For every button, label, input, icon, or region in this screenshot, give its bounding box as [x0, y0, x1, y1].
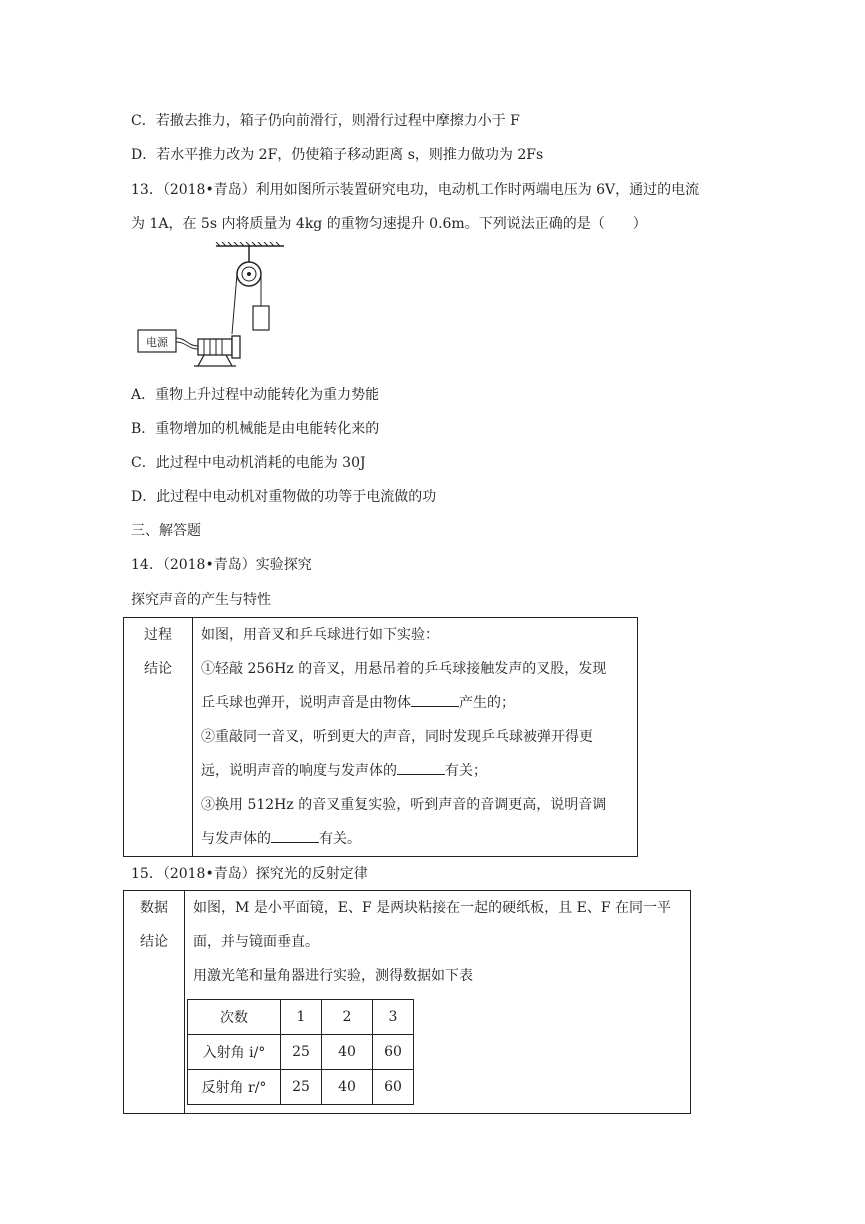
table-cell: 40: [322, 1070, 373, 1105]
option-d-prev: D．若水平推力改为 2F，仍使箱子移动距离 s，则推力做功为 2Fs: [131, 147, 544, 163]
question-14-table: [123, 617, 638, 857]
label-process: 过程: [144, 627, 172, 643]
table-cell: 2: [322, 1000, 373, 1035]
table-cell: 入射角 i/°: [188, 1035, 281, 1070]
content-line: 用激光笔和量角器进行实验，测得数据如下表: [193, 968, 473, 984]
option-c-prev: C．若撤去推力，箱子仍向前滑行，则滑行过程中摩擦力小于 F: [131, 113, 520, 129]
content-line: 如图，M 是小平面镜，E、F 是两块粘接在一起的硬纸板，且 E、F 在同一平: [193, 900, 672, 916]
content-line: 面，并与镜面垂直。: [193, 934, 319, 950]
question-15-heading: 15．（2018•青岛）探究光的反射定律: [131, 866, 368, 882]
section-heading: 三、解答题: [131, 523, 201, 539]
table-cell: 25: [281, 1070, 322, 1105]
content-text: 有关。: [319, 831, 361, 847]
question-13-line2: 为 1A，在 5s 内将质量为 4kg 的重物匀速提升 0.6m。下列说法正确的是（ ）: [131, 216, 647, 232]
table-row: [188, 1035, 414, 1070]
table-cell: 25: [281, 1035, 322, 1070]
content-line: [193, 754, 637, 788]
table-row: [188, 1070, 414, 1105]
fill-blank[interactable]: [411, 692, 459, 707]
table-cell: 60: [373, 1070, 414, 1105]
question-13-line1: 13．（2018•青岛）利用如图所示装置研究电功，电动机工作时两端电压为 6V，通过的电流: [131, 182, 700, 198]
option-a: A．重物上升过程中动能转化为重力势能: [131, 387, 380, 403]
option-c: C．此过程中电动机消耗的电能为 30J: [131, 455, 366, 471]
content-text: 与发声体的: [201, 831, 271, 847]
content-cell: [185, 891, 691, 1114]
question-14-heading: 14．（2018•青岛）实验探究: [131, 557, 312, 573]
content-cell: [193, 618, 638, 857]
table-cell: 反射角 r/°: [188, 1070, 281, 1105]
table-cell: 次数: [188, 1000, 281, 1035]
option-d: D．此过程中电动机对重物做的功等于电流做的功: [131, 489, 437, 505]
table-cell: 3: [373, 1000, 414, 1035]
question-15-table: [123, 890, 691, 1114]
reflection-data-table: [187, 999, 414, 1105]
content-text: 远，说明声音的响度与发声体的: [201, 763, 397, 779]
table-cell: 40: [322, 1035, 373, 1070]
label-conclusion: 结论: [140, 934, 168, 950]
content-line: [193, 686, 637, 720]
table-cell: 60: [373, 1035, 414, 1070]
fill-blank[interactable]: [271, 828, 319, 843]
fill-blank[interactable]: [397, 760, 445, 775]
content-line: ②重敲同一音叉，听到更大的声音，同时发现乒乓球被弹开得更: [201, 729, 593, 745]
label-cell: [124, 618, 193, 857]
option-b: B．重物增加的机械能是由电能转化来的: [131, 421, 380, 437]
question-14-subheading: 探究声音的产生与特性: [131, 592, 271, 608]
content-line: 如图，用音叉和乒乓球进行如下实验：: [201, 627, 439, 643]
motor-pulley-figure: [130, 242, 290, 372]
content-line: ③换用 512Hz 的音叉重复实验，听到声音的音调更高，说明音调: [201, 797, 607, 813]
table-row: [188, 1000, 414, 1035]
content-line: ①轻敲 256Hz 的音叉，用悬吊着的乒乓球接触发声的叉股，发现: [201, 661, 607, 677]
table-cell: 1: [281, 1000, 322, 1035]
content-text: 丘乓球也弹开，说明声音是由物体: [201, 695, 411, 711]
content-text: 有关；: [445, 763, 487, 779]
content-line: [193, 822, 637, 856]
label-conclusion: 结论: [144, 661, 172, 677]
content-text: 产生的；: [459, 695, 515, 711]
label-data: 数据: [140, 900, 168, 916]
power-source-label: 电源: [146, 336, 168, 349]
label-cell: [124, 891, 185, 1114]
